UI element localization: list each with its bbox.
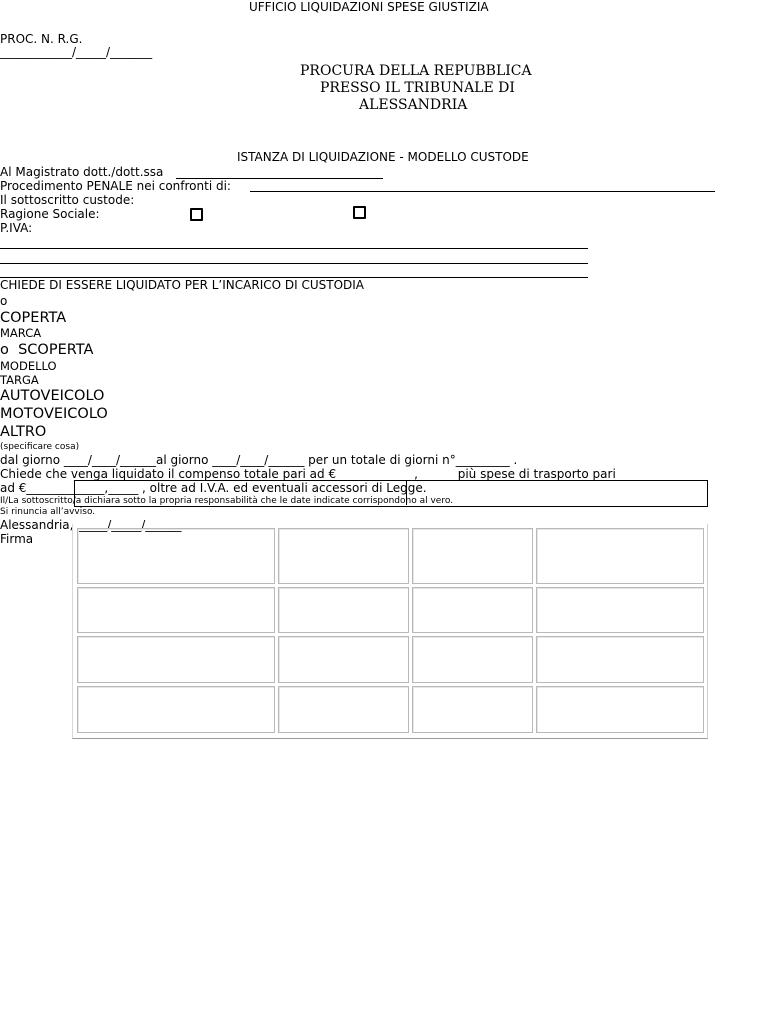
table-cell[interactable] [77,686,275,733]
table-cell[interactable] [77,528,275,584]
table-cell[interactable] [77,636,275,683]
euro-line: ad €_____________,_____ , oltre ad I.V.A. ed eventuali accessori di Legge. [0,481,427,495]
specificare-note: (specificare cosa) [0,442,80,452]
magistrato-label: Al Magistrato dott./dott.ssa [0,165,164,179]
table-cell[interactable] [278,686,409,733]
form-title: ISTANZA DI LIQUIDAZIONE - MODELLO CUSTODE [237,150,529,164]
altro-option: ALTRO [0,424,47,440]
table-cell[interactable] [536,587,704,633]
procedimento-label: Procedimento PENALE nei confronti di: [0,179,231,193]
rinuncia-note: Si rinuncia all’avviso. [0,507,96,517]
procura-line-1: PROCURA DELLA REPUBBLICA [300,63,532,79]
coperta-option: COPERTA [0,310,67,326]
period-line: dal giorno ____/____/______al giorno ____/____/______ per un totale di giorni n°_________ . [0,453,518,467]
table-cell[interactable] [536,686,704,733]
table-cell[interactable] [278,587,409,633]
signature-table [72,524,708,739]
sottoscritto-label: Il sottoscritto custode: [0,193,135,207]
proc-label: PROC. N. R.G. [0,32,83,46]
autoveicolo-option: AUTOVEICOLO [0,388,105,404]
piva-label: P.IVA: [0,221,33,235]
table-cell[interactable] [412,636,533,683]
proc-number-line: ____________/_____/_______ [0,45,153,59]
table-cell[interactable] [278,636,409,683]
table-cell[interactable] [536,636,704,683]
dichiara-note: Il/La sottoscritto/a dichiara sotto la propria responsabilità che le date indicate corrispondono al vero. [0,496,454,506]
checkbox-1[interactable] [190,208,203,221]
procura-line-2: PRESSO IL TRIBUNALE DI [320,80,515,96]
table-cell[interactable] [412,587,533,633]
compenso-line: Chiede che venga liquidato il compenso totale pari ad €_____________,______ più spese di trasporto pari [0,467,616,481]
office-title: UFFICIO LIQUIDAZIONI SPESE GIUSTIZIA [249,0,489,14]
procedimento-field[interactable] [250,191,715,192]
input-line-1[interactable] [0,248,588,249]
marca-label: MARCA [0,326,42,340]
firma-label: Firma [0,532,34,546]
option-bullet: o [0,294,8,308]
modello-label: MODELLO [0,359,57,373]
place-date-line: Alessandria, _____/_____/______ [0,518,182,532]
checkbox-2[interactable] [353,206,366,219]
table-cell[interactable] [412,686,533,733]
targa-label: TARGA [0,373,39,387]
table-cell[interactable] [77,587,275,633]
ragione-sociale-label: Ragione Sociale: [0,207,100,221]
table-cell[interactable] [412,528,533,584]
motoveicolo-option: MOTOVEICOLO [0,406,108,422]
table-cell[interactable] [278,528,409,584]
input-line-2[interactable] [0,263,588,264]
chiede-heading: CHIEDE DI ESSERE LIQUIDATO PER L’INCARICO DI CUSTODIA [0,278,365,292]
procura-line-3: ALESSANDRIA [359,97,468,113]
table-cell[interactable] [536,528,704,584]
scoperta-option: o SCOPERTA [0,342,94,358]
